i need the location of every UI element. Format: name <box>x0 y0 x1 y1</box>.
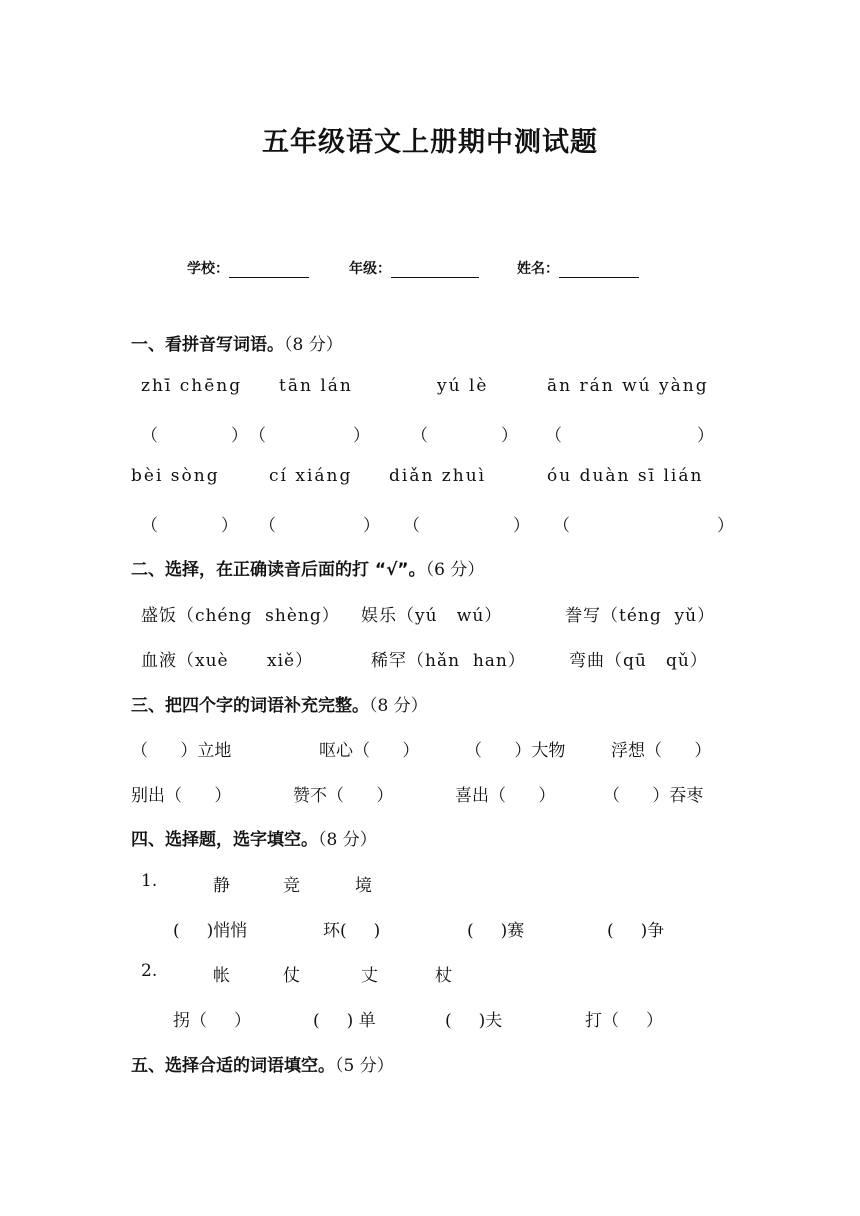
reading-choice[interactable]: 血液（xuè xiě） <box>141 651 314 671</box>
fill-blank[interactable]: 拐（ ） <box>173 1011 252 1031</box>
section-5-title: 五、选择合适的词语填空。 <box>131 1056 335 1076</box>
paren-close: ） <box>221 516 238 536</box>
paren-open: （ <box>141 426 158 446</box>
pinyin: tān lán <box>279 376 353 396</box>
choice-row-1 <box>131 601 731 625</box>
grade-blank[interactable] <box>391 261 479 278</box>
name-field[interactable] <box>517 258 639 278</box>
fill-blank[interactable]: ( )赛 <box>467 921 525 941</box>
answer-blanks-row-2 <box>131 511 734 536</box>
fill-blank[interactable]: ( )争 <box>607 921 665 941</box>
school-label: 学校： <box>187 261 229 277</box>
pinyin-row-2 <box>131 466 731 490</box>
reading-choice[interactable]: 稀罕（hǎn han） <box>371 651 526 671</box>
section-4-title: 四、选择题，选字填空。 <box>131 830 318 850</box>
paren-close: ） <box>501 426 518 446</box>
paren-open: （ <box>553 516 570 536</box>
question-2-blanks <box>131 1006 731 1030</box>
idiom-blank[interactable]: 呕心（ ） <box>319 741 420 761</box>
fill-blank[interactable]: ( ) 单 <box>313 1011 376 1031</box>
section-4-points: （8 分） <box>318 830 377 850</box>
grade-label: 年级： <box>349 261 391 277</box>
paren-open: （ <box>403 516 420 536</box>
idiom-blank[interactable]: （ ）大物 <box>465 741 566 761</box>
idiom-blank[interactable]: 喜出（ ） <box>455 786 556 806</box>
section-2-title: 二、选择，在正确读音后面的打 “√”。 <box>131 560 426 580</box>
reading-choice[interactable]: 娱乐（yú wú） <box>361 606 503 626</box>
name-label: 姓名： <box>517 261 559 277</box>
section-5-heading <box>131 1051 394 1076</box>
paren-open: （ <box>259 516 276 536</box>
fill-blank[interactable]: ( )夫 <box>445 1011 503 1031</box>
choice-char: 丈 <box>361 966 378 986</box>
question-2-chars <box>131 961 731 985</box>
question-1-chars <box>131 871 731 895</box>
idiom-blank[interactable]: 赞不（ ） <box>293 786 394 806</box>
idiom-blank[interactable]: （ ）吞枣 <box>603 786 704 806</box>
section-2-points: （6 分） <box>425 560 485 580</box>
choice-char: 竞 <box>283 876 300 896</box>
pinyin: diǎn zhuì <box>389 466 487 486</box>
reading-choice[interactable]: 誊写（téng yǔ） <box>565 606 716 626</box>
fill-blank[interactable]: 环( ) <box>323 921 381 941</box>
question-number: 1. <box>141 871 158 891</box>
reading-choice[interactable]: 弯曲（qū qǔ） <box>569 651 708 671</box>
paren-open: （ <box>141 516 158 536</box>
fill-blank[interactable]: 打（ ） <box>585 1011 664 1031</box>
section-4-heading <box>131 825 377 850</box>
answer-blanks-row-1 <box>131 421 731 445</box>
idiom-row-2 <box>131 781 731 805</box>
school-field[interactable] <box>187 258 309 278</box>
paren-close: ） <box>363 516 380 536</box>
section-3-heading <box>131 691 428 716</box>
paren-close: ） <box>231 426 248 446</box>
choice-row-2 <box>131 646 731 670</box>
pinyin: yú lè <box>437 376 489 396</box>
question-1-blanks <box>131 916 731 940</box>
reading-choice[interactable]: 盛饭（chéng shèng） <box>141 606 340 626</box>
student-info-row <box>187 258 677 278</box>
school-blank[interactable] <box>229 261 309 278</box>
pinyin: óu duàn sī lián <box>547 466 704 486</box>
section-1-title: 一、看拼音写词语。 <box>131 335 284 355</box>
choice-char: 杖 <box>435 966 452 986</box>
idiom-blank[interactable]: 浮想（ ） <box>611 741 712 761</box>
paren-open: （ <box>545 426 562 446</box>
choice-char: 仗 <box>283 966 300 986</box>
paren-close: ） <box>513 516 530 536</box>
fill-blank[interactable]: ( )悄悄 <box>173 921 248 941</box>
grade-field[interactable] <box>349 258 479 278</box>
paren-open: （ <box>249 426 266 446</box>
choice-char: 静 <box>213 876 230 896</box>
idiom-blank[interactable]: （ ）立地 <box>131 741 232 761</box>
idiom-row-1 <box>131 736 731 760</box>
question-number: 2. <box>141 961 158 981</box>
section-2-heading <box>131 555 484 580</box>
choice-char: 境 <box>355 876 372 896</box>
name-blank[interactable] <box>559 261 639 278</box>
section-5-points: （5 分） <box>335 1056 394 1076</box>
section-3-title: 三、把四个字的词语补充完整。 <box>131 696 369 716</box>
choice-char: 帐 <box>213 966 230 986</box>
section-1-heading <box>131 330 343 355</box>
paren-close: ） <box>717 516 734 536</box>
section-1-points: （8 分） <box>284 335 343 355</box>
paren-close: ） <box>697 426 714 446</box>
pinyin: cí xiáng <box>269 466 353 486</box>
pinyin: bèi sòng <box>131 466 220 486</box>
page-title: 五年级语文上册期中测试题 <box>262 127 598 158</box>
idiom-blank[interactable]: 别出（ ） <box>131 786 232 806</box>
pinyin-row-1 <box>131 376 731 400</box>
pinyin: ān rán wú yàng <box>547 376 709 396</box>
paren-close: ） <box>353 426 370 446</box>
section-3-points: （8 分） <box>369 696 428 716</box>
pinyin: zhī chēng <box>141 376 243 396</box>
paren-open: （ <box>411 426 428 446</box>
